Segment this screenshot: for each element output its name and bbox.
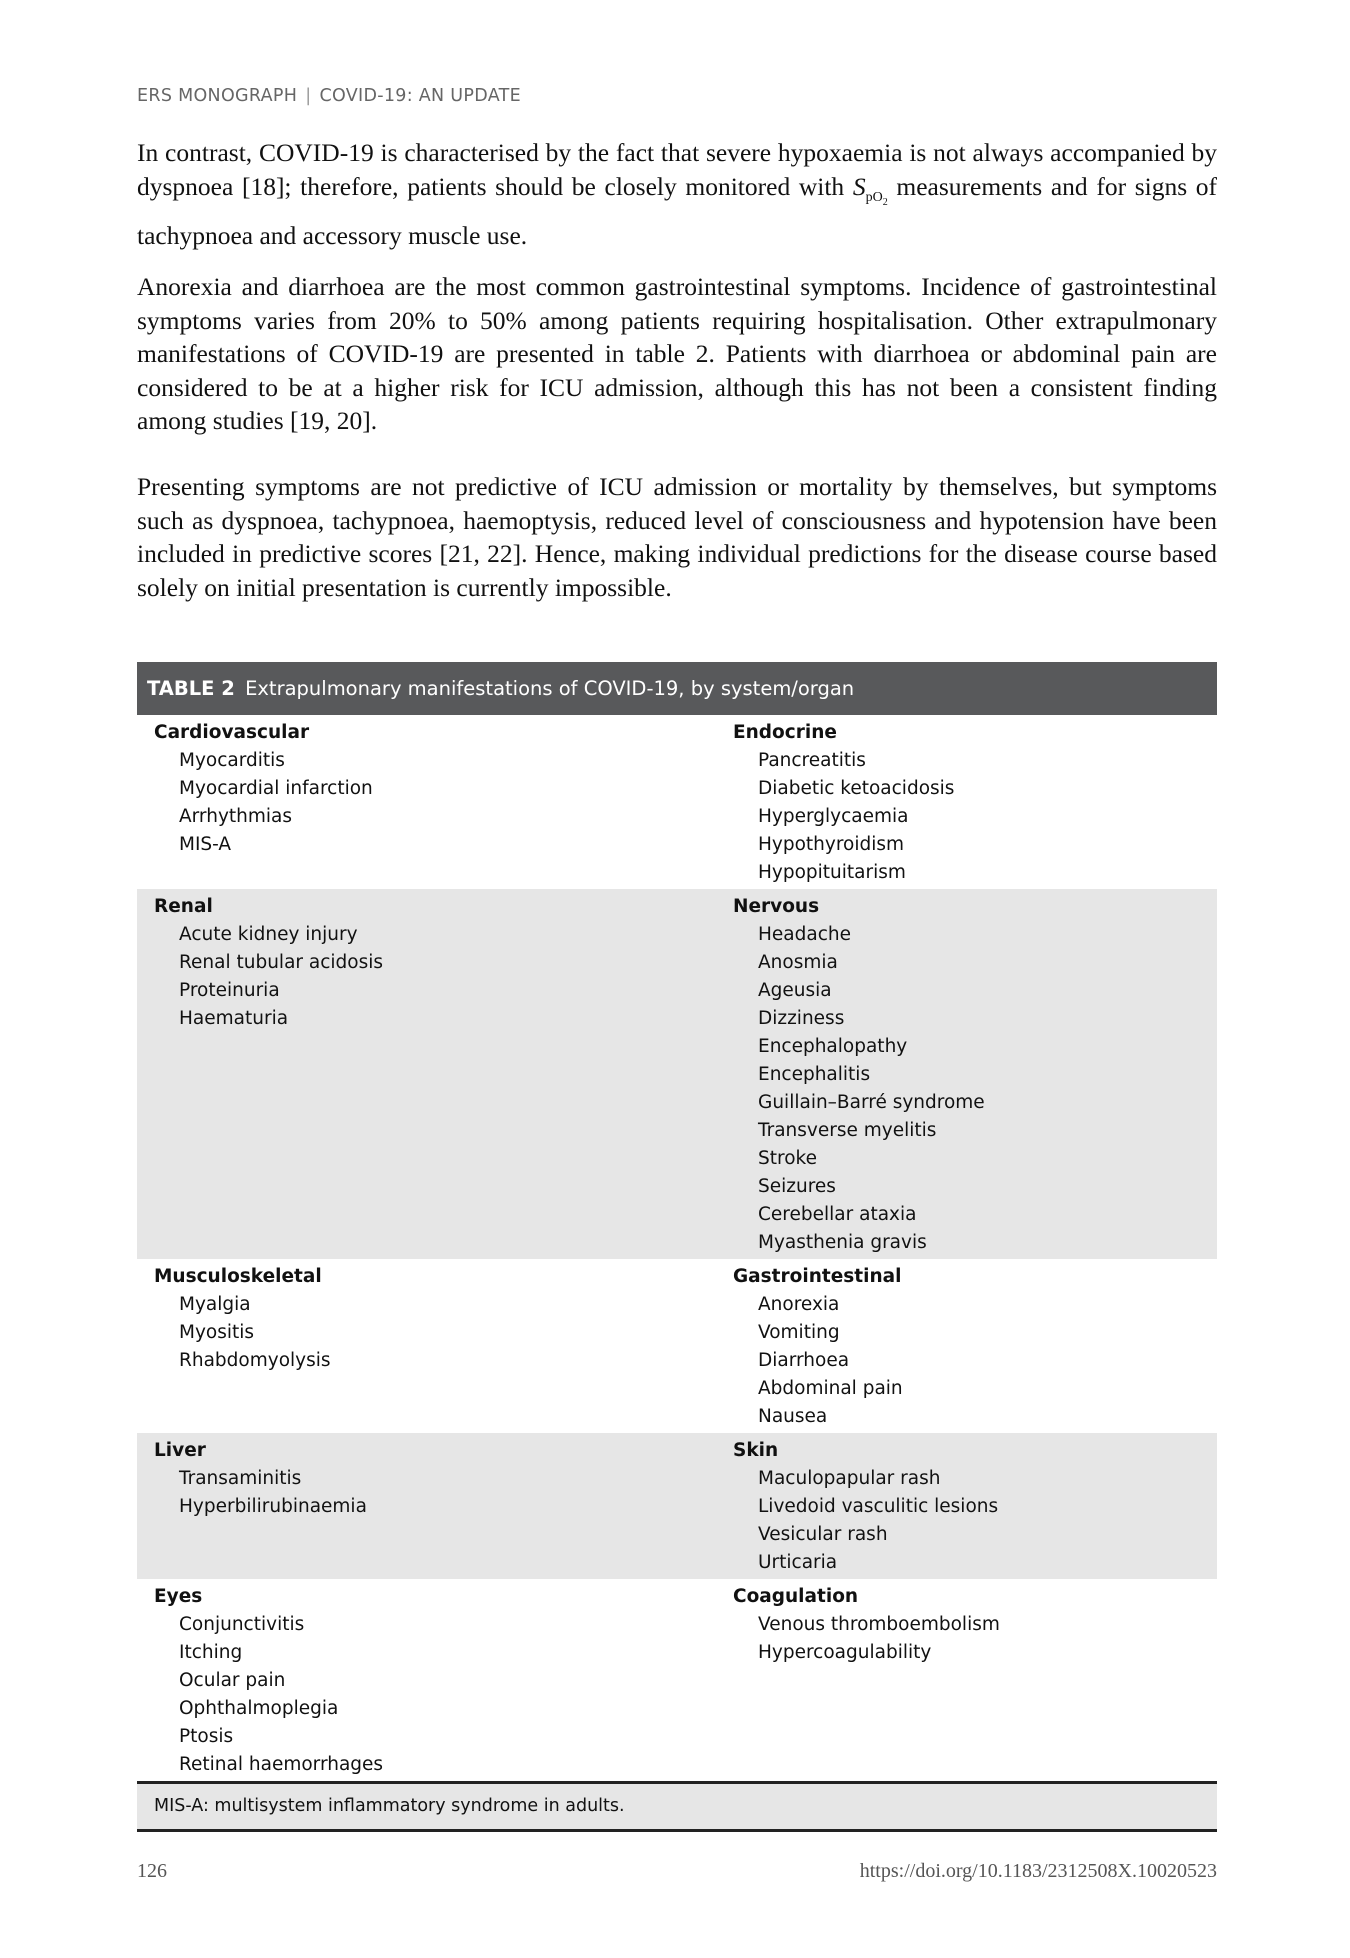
manifestation-item: Vesicular rash: [758, 1524, 888, 1545]
table-body: [137, 715, 1217, 1781]
manifestation-item: Vomiting: [758, 1322, 840, 1343]
manifestation-item: Ageusia: [758, 980, 832, 1001]
table-cell-right: [733, 1263, 1217, 1431]
manifestation-item: Diabetic ketoacidosis: [758, 778, 955, 799]
table-cell-left: [137, 1437, 733, 1577]
manifestation-item: Ophthalmoplegia: [179, 1698, 339, 1719]
manifestation-item: Abdominal pain: [758, 1378, 903, 1399]
manifestation-item: Retinal haemorrhages: [179, 1754, 384, 1775]
table-cell-left: [137, 1263, 733, 1431]
manifestation-item: Hyperbilirubinaemia: [179, 1496, 367, 1517]
header-separator: |: [305, 86, 312, 106]
manifestation-item: Venous thromboembolism: [758, 1614, 1000, 1635]
manifestation-item: Rhabdomyolysis: [179, 1350, 331, 1371]
doi-link[interactable]: https://doi.org/10.1183/2312508X.10020523: [859, 1860, 1217, 1882]
manifestation-item: Myocardial infarction: [179, 778, 373, 799]
spo2-symbol: $S_{pO_2}$: [852, 171, 888, 208]
manifestation-item: Hyperglycaemia: [758, 806, 909, 827]
manifestation-item: Renal tubular acidosis: [179, 952, 384, 973]
table-cell-left: [137, 1583, 733, 1779]
publication-name: ERS MONOGRAPH: [137, 86, 298, 106]
table-row: [137, 889, 1217, 1259]
system-category: Eyes: [154, 1586, 203, 1607]
table-title: Extrapulmonary manifestations of COVID-19, by system/organ: [245, 677, 855, 700]
system-category: Gastrointestinal: [733, 1266, 902, 1287]
system-category: Endocrine: [733, 722, 837, 743]
manifestation-item: Haematuria: [179, 1008, 289, 1029]
manifestation-item: Anorexia: [758, 1294, 840, 1315]
manifestation-item: Encephalopathy: [758, 1036, 908, 1057]
manifestation-item: Ptosis: [179, 1726, 234, 1747]
publication-title: COVID-19: AN UPDATE: [319, 86, 521, 106]
manifestation-item: Encephalitis: [758, 1064, 871, 1085]
manifestation-item: Dizziness: [758, 1008, 845, 1029]
table-footnote-rule: [137, 1829, 1217, 1832]
manifestation-item: Livedoid vasculitic lesions: [758, 1496, 999, 1517]
manifestation-item: Hypopituitarism: [758, 862, 906, 883]
manifestation-item: Myasthenia gravis: [758, 1232, 927, 1253]
table-row: [137, 1259, 1217, 1433]
manifestation-item: Acute kidney injury: [179, 924, 358, 945]
manifestation-item: Maculopapular rash: [758, 1468, 941, 1489]
system-category: Coagulation: [733, 1586, 859, 1607]
manifestation-item: Transverse myelitis: [758, 1120, 937, 1141]
manifestation-item: Stroke: [758, 1148, 817, 1169]
manifestation-item: Conjunctivitis: [179, 1614, 305, 1635]
table-row: [137, 715, 1217, 889]
manifestation-item: Arrhythmias: [179, 806, 293, 827]
table-footnote: MIS-A: multisystem inflammatory syndrome in adults.: [137, 1784, 1217, 1829]
page-number: 126: [137, 1860, 167, 1882]
table-cell-left: [137, 893, 733, 1257]
table-2: [137, 662, 1217, 1832]
manifestation-item: Guillain–Barré syndrome: [758, 1092, 985, 1113]
manifestation-item: Transaminitis: [179, 1468, 302, 1489]
system-category: Musculoskeletal: [154, 1266, 322, 1287]
paragraph-gastrointestinal: Anorexia and diarrhoea are the most common gastrointestinal symptoms. Incidence of gastrointestinal symptoms varies from 20% to 50% among patients requiring hospitalisation. Other extrapulmonary manifestations of COVID-19 are presented in table 2. Patients with diarrhoea or abdominal pain are considered to be at a higher risk for ICU admission, although this has not been a consistent finding among studies [19, 20].: [137, 272, 1217, 435]
manifestation-item: Diarrhoea: [758, 1350, 850, 1371]
paragraph-hypoxaemia: [137, 136, 1217, 252]
table-label: TABLE 2: [147, 677, 235, 700]
running-header: [137, 86, 521, 106]
manifestation-item: Pancreatitis: [758, 750, 866, 771]
manifestation-item: Anosmia: [758, 952, 838, 973]
manifestation-item: Nausea: [758, 1406, 828, 1427]
manifestation-item: Headache: [758, 924, 851, 945]
manifestation-item: Hypothyroidism: [758, 834, 905, 855]
manifestation-item: Proteinuria: [179, 980, 280, 1001]
table-row: [137, 1579, 1217, 1781]
paragraph-1-text-end: measurements and for signs of tachypnoea and accessory muscle use.: [137, 171, 1218, 250]
manifestation-item: Ocular pain: [179, 1670, 286, 1691]
paragraph-predictive: Presenting symptoms are not predictive of ICU admission or mortality by themselves, but symptoms such as dyspnoea, tachypnoea, haemoptysis, reduced level of consciousness and hypotension have been included in predictive scores [21, 22]. Hence, making individual predictions for the disease course based solely on initial presentation is currently impossible.: [137, 472, 1217, 602]
manifestation-item: Myalgia: [179, 1294, 251, 1315]
manifestation-item: Myocarditis: [179, 750, 285, 771]
table-cell-right: [733, 719, 1217, 887]
table-caption: [137, 662, 1217, 715]
table-cell-left: [137, 719, 733, 887]
table-row: [137, 1433, 1217, 1579]
system-category: Liver: [154, 1440, 206, 1461]
manifestation-item: Myositis: [179, 1322, 255, 1343]
manifestation-item: Itching: [179, 1642, 243, 1663]
manifestation-item: Seizures: [758, 1176, 836, 1197]
paragraph-1-text: In contrast, COVID-19 is characterised by the fact that severe hypoxaemia is not always accompanied by dyspnoea [18]; therefore, patients should be closely monitored with: [137, 138, 1217, 201]
manifestation-item: Cerebellar ataxia: [758, 1204, 917, 1225]
table-cell-right: [733, 1583, 1217, 1779]
table-cell-right: [733, 1437, 1217, 1577]
system-category: Cardiovascular: [154, 722, 310, 743]
manifestation-item: MIS-A: [179, 834, 232, 855]
system-category: Nervous: [733, 896, 820, 917]
system-category: Skin: [733, 1440, 779, 1461]
manifestation-item: Urticaria: [758, 1552, 838, 1573]
manifestation-item: Hypercoagulability: [758, 1642, 932, 1663]
system-category: Renal: [154, 896, 213, 917]
table-cell-right: [733, 893, 1217, 1257]
